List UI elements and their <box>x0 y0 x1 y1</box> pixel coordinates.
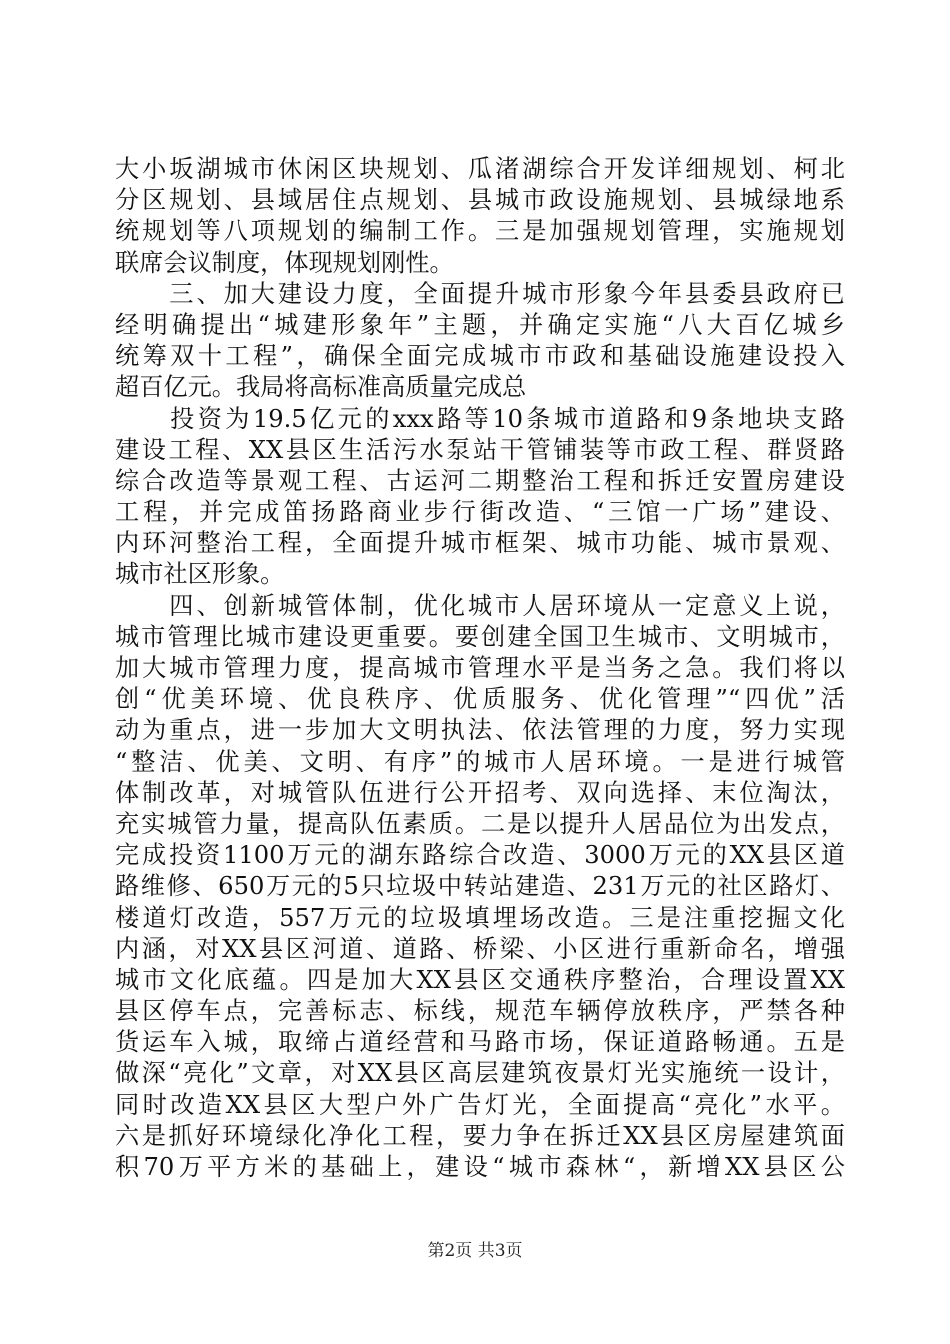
text-line: 完成投资1100万元的湖东路综合改造、3000万元的XX县区道 <box>115 841 845 870</box>
text-line: 县区停车点，完善标志、标线，规范车辆停放秩序，严禁各种 <box>115 997 845 1026</box>
text-line: 做深“亮化”文章，对XX县区高层建筑夜景灯光实施统一设计， <box>115 1059 845 1088</box>
text-line: 加大城市管理力度，提高城市管理水平是当务之急。我们将以 <box>115 654 845 682</box>
text-line: 统规划等八项规划的编制工作。三是加强规划管理，实施规划 <box>115 217 845 246</box>
text-line: 积70万平方米的基础上，建设“城市森林“，新增XX县区公 <box>115 1153 845 1181</box>
text-line: “整洁、优美、文明、有序”的城市人居环境。一是进行城管 <box>115 747 845 776</box>
text-line: 六是抓好环境绿化净化工程，要力争在拆迁XX县区房屋建筑面 <box>115 1121 845 1150</box>
text-line: 货运车入城，取缔占道经营和马路市场，保证道路畅通。五是 <box>115 1028 845 1057</box>
text-line: 楼道灯改造，557万元的垃圾填埋场改造。三是注重挖掘文化 <box>115 903 845 932</box>
text-line: 四、创新城管体制，优化城市人居环境从一定意义上说， <box>115 591 845 620</box>
text-line: 路维修、650万元的5只垃圾中转站建造、231万元的社区路灯、 <box>115 872 845 901</box>
text-line: 投资为19.5亿元的xxx路等10条城市道路和9条地块支路 <box>115 404 845 433</box>
text-line: 内环河整治工程，全面提升城市框架、城市功能、城市景观、 <box>115 529 845 558</box>
text-line: 城市社区形象。 <box>115 560 285 589</box>
text-line: 内涵，对XX县区河道、道路、桥梁、小区进行重新命名，增强 <box>115 934 845 963</box>
text-line: 创“优美环境、优良秩序、优质服务、优化管理”“四优”活 <box>115 685 845 714</box>
text-line: 城市管理比城市建设更重要。要创建全国卫生城市、文明城市， <box>115 622 845 651</box>
text-line: 城市文化底蕴。四是加大XX县区交通秩序整治，合理设置XX <box>115 965 845 994</box>
text-line: 联席会议制度，体现规划刚性。 <box>115 248 454 277</box>
text-line: 建设工程、XX县区生活污水泵站干管铺装等市政工程、群贤路 <box>115 435 845 464</box>
text-line: 动为重点，进一步加大文明执法、依法管理的力度，努力实现 <box>115 716 845 745</box>
text-line: 大小坂湖城市休闲区块规划、瓜渚湖综合开发详细规划、柯北 <box>115 155 845 183</box>
text-line: 统筹双十工程”，确保全面完成城市市政和基础设施建设投入 <box>115 342 845 371</box>
text-line: 综合改造等景观工程、古运河二期整治工程和拆迁安置房建设 <box>115 466 845 495</box>
text-line: 经明确提出“城建形象年”主题，并确定实施“八大百亿城乡 <box>115 310 845 339</box>
text-line: 三、加大建设力度，全面提升城市形象今年县委县政府已 <box>115 279 845 308</box>
text-line: 工程，并完成笛扬路商业步行街改造、“三馆一广场”建设、 <box>115 498 845 527</box>
text-line: 超百亿元。我局将高标准高质量完成总 <box>115 373 527 402</box>
text-line: 同时改造XX县区大型户外广告灯光，全面提高“亮化”水平。 <box>115 1090 845 1119</box>
document-body <box>115 154 845 1183</box>
text-line: 体制改革，对城管队伍进行公开招考、双向选择、末位淘汰， <box>115 778 845 807</box>
text-line: 分区规划、县域居住点规划、县城市政设施规划、县城绿地系 <box>115 186 845 215</box>
text-line: 充实城管力量，提高队伍素质。二是以提升人居品位为出发点， <box>115 809 845 838</box>
page-footer: 第2页 共3页 <box>427 1241 523 1261</box>
